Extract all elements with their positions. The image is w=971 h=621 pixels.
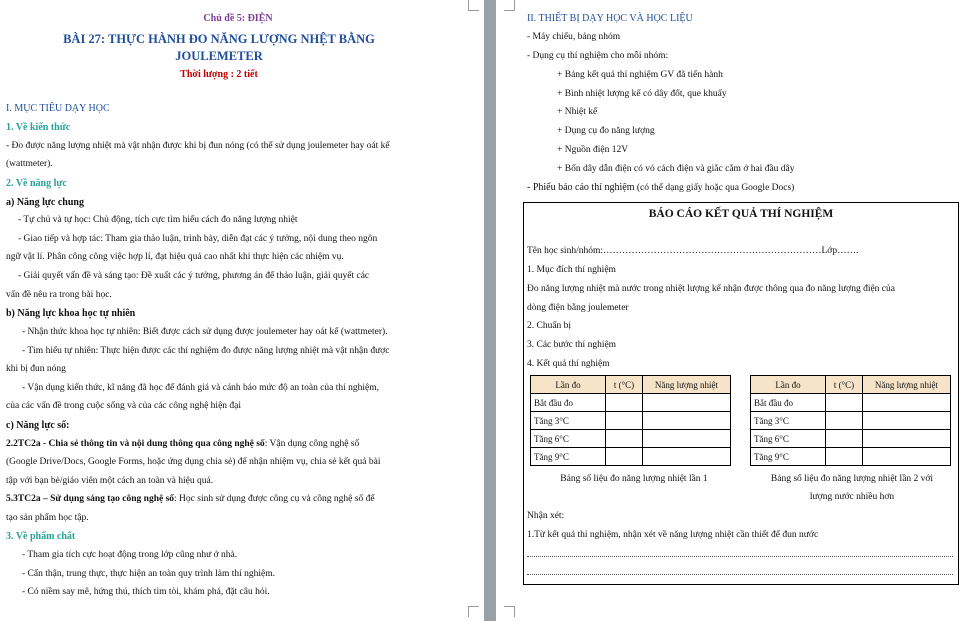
answer-line[interactable] bbox=[527, 556, 953, 557]
table-cell[interactable] bbox=[863, 412, 951, 430]
table-cell[interactable] bbox=[826, 412, 863, 430]
remarks-label: Nhận xét: bbox=[527, 511, 565, 521]
crop-mark bbox=[504, 0, 515, 11]
table-cell: Tăng 9°C bbox=[531, 448, 606, 466]
table-caption-2: Bảng số liệu đo năng lượng nhiệt lần 2 với bbox=[770, 474, 934, 484]
equipment-item: + Nhiệt kế bbox=[557, 107, 598, 117]
report-item: 1. Mục đích thí nghiệm bbox=[527, 265, 616, 275]
table-cell[interactable] bbox=[606, 448, 643, 466]
body-text: (wattmeter). bbox=[6, 159, 53, 169]
body-text: - Cẩn thận, trung thực, thực hiện an toàn quy trình làm thí nghiệm. bbox=[22, 569, 276, 579]
body-text: - Dụng cụ thí nghiệm cho mỗi nhóm: bbox=[527, 51, 669, 61]
table-cell[interactable] bbox=[643, 430, 731, 448]
body-text: tập với bạn bè/giáo viên một cách an toàn và hiệu quả. bbox=[6, 476, 214, 486]
body-text bbox=[6, 493, 375, 506]
equipment-item: + Dụng cụ đo năng lượng bbox=[557, 126, 655, 136]
table-header: Lần đo bbox=[531, 376, 606, 394]
body-text: ngữ vật lí. Phân công công việc hợp lí, đạt hiệu quả cao nhất khi thực hiện các nhiệm vụ. bbox=[6, 252, 344, 262]
table-cell[interactable] bbox=[643, 394, 731, 412]
table-cell[interactable] bbox=[643, 412, 731, 430]
table-cell: Tăng 6°C bbox=[531, 430, 606, 448]
answer-line[interactable] bbox=[527, 574, 953, 575]
body-text: khi bị đun nóng bbox=[6, 364, 66, 374]
table-header: t (°C) bbox=[606, 376, 643, 394]
subheading: a) Năng lực chung bbox=[6, 197, 84, 208]
subsection-heading: 2. Về năng lực bbox=[6, 178, 67, 189]
table-row bbox=[751, 448, 951, 466]
subsection-heading: 3. Về phẩm chất bbox=[6, 531, 76, 542]
table-cell[interactable] bbox=[863, 394, 951, 412]
report-item: 3. Các bước thí nghiệm bbox=[527, 340, 617, 350]
page-separator bbox=[484, 0, 496, 621]
table-cell[interactable] bbox=[606, 394, 643, 412]
table-header: Năng lượng nhiệt bbox=[863, 376, 951, 394]
equipment-item: + Bảng kết quả thí nghiệm GV đã tiến hành bbox=[557, 70, 723, 80]
body-text: - Máy chiếu, bảng nhóm bbox=[527, 32, 621, 42]
table-cell[interactable] bbox=[826, 394, 863, 412]
data-table-2 bbox=[750, 375, 951, 466]
table-row bbox=[751, 430, 951, 448]
section-heading: II. THIẾT BỊ DẠY HỌC VÀ HỌC LIỆU bbox=[527, 13, 693, 24]
equipment-item: + Nguồn điện 12V bbox=[557, 145, 629, 155]
table-cell[interactable] bbox=[643, 448, 731, 466]
table-header: t (°C) bbox=[826, 376, 863, 394]
body-text bbox=[6, 438, 359, 451]
table-cell: Tăng 9°C bbox=[751, 448, 826, 466]
competency-text: : Vận dụng công nghệ số bbox=[264, 439, 360, 449]
document-page-right bbox=[496, 0, 971, 621]
body-text: vấn đề nêu ra trong bài học. bbox=[6, 290, 112, 300]
table-cell[interactable] bbox=[863, 448, 951, 466]
table-row bbox=[531, 394, 731, 412]
body-text: của các vấn đề trong cuộc sống và của các công nghệ hiện đại bbox=[6, 401, 242, 411]
table-row bbox=[751, 412, 951, 430]
table-cell[interactable] bbox=[863, 430, 951, 448]
body-text: - Tìm hiểu tự nhiên: Thực hiện được các thí nghiệm đo được năng lượng nhiệt mà vật nhận được bbox=[22, 346, 390, 356]
document-page-left bbox=[0, 0, 484, 621]
duration-label: Thời lượng : 2 tiết bbox=[180, 69, 258, 80]
competency-text: : Học sinh sử dụng được công cụ và công nghệ số để bbox=[174, 494, 375, 504]
table-row bbox=[751, 394, 951, 412]
table-caption-2: lượng nước nhiều hơn bbox=[809, 492, 895, 502]
table-cell[interactable] bbox=[826, 448, 863, 466]
name-class-line: Tên học sinh/nhóm:……………………………………………………………Lớp……. bbox=[527, 246, 859, 256]
table-cell: Bắt đầu đo bbox=[751, 394, 826, 412]
worksheet-label: - Phiếu báo cáo thí nghiệm bbox=[527, 182, 635, 193]
subsection-heading: 1. Về kiến thức bbox=[6, 122, 71, 133]
subheading: c) Năng lực số: bbox=[6, 420, 70, 431]
body-text: - Giải quyết vấn đề và sáng tạo: Đề xuất các ý tưởng, phương án để thảo luận, giải quyết các bbox=[18, 271, 370, 281]
lesson-title-line2: JOULEMETER bbox=[175, 49, 263, 63]
table-row bbox=[531, 448, 731, 466]
table-cell: Tăng 3°C bbox=[531, 412, 606, 430]
crop-mark bbox=[468, 0, 479, 11]
table-header: Năng lượng nhiệt bbox=[643, 376, 731, 394]
section-heading: I. MỤC TIÊU DẠY HỌC bbox=[6, 103, 110, 114]
body-text: - Nhận thức khoa học tự nhiên: Biết được cách sử dụng được joulemeter hay oát kế (wattmeter). bbox=[22, 327, 388, 337]
table-cell: Tăng 6°C bbox=[751, 430, 826, 448]
competency-code: 5.3TC2a – Sử dụng sáng tạo công nghệ số bbox=[6, 494, 175, 504]
table-row bbox=[531, 430, 731, 448]
crop-mark bbox=[504, 606, 515, 617]
report-text: Đo năng lượng nhiệt mà nước trong nhiệt lượng kế nhận được thông qua đo năng lượng điện của bbox=[527, 284, 895, 294]
body-text bbox=[527, 181, 794, 195]
body-text: - Tự chủ và tự học: Chủ động, tích cực tìm hiểu cách đo năng lượng nhiệt bbox=[18, 215, 298, 225]
crop-mark bbox=[468, 606, 479, 617]
body-text: (Google Drive/Docs, Google Forms, hoặc ứng dụng chia sẻ) để nhận nhiệm vụ, chia sẻ kết quả bài bbox=[6, 457, 381, 467]
report-item: 2. Chuẩn bị bbox=[527, 321, 572, 331]
body-text: tạo sản phẩm học tập. bbox=[6, 513, 89, 523]
body-text: - Vận dụng kiến thức, kĩ năng đã học để đánh giá và cảnh báo mức độ an toàn của thí nghiệm, bbox=[22, 383, 380, 393]
table-caption-1: Bảng số liệu đo năng lượng nhiệt lần 1 bbox=[560, 474, 708, 484]
lesson-title-line1: BÀI 27: THỰC HÀNH ĐO NĂNG LƯỢNG NHỆT BẰNG bbox=[63, 32, 375, 46]
body-text: - Có niềm say mê, hứng thú, thích tìm tòi, khám phá, đặt câu hỏi. bbox=[22, 587, 270, 597]
body-text: - Tham gia tích cực hoạt động trong lớp cũng như ở nhà. bbox=[22, 550, 238, 560]
equipment-item: + Bốn dây dẫn điện có vỏ cách điện và giắc cắm ở hai đầu dây bbox=[557, 164, 795, 174]
table-cell: Tăng 3°C bbox=[751, 412, 826, 430]
topic-label: Chủ đề 5: ĐIỆN bbox=[203, 13, 273, 24]
body-text: - Đo được năng lượng nhiệt mà vật nhận được khi bị đun nóng (có thể sử dụng joulemeter hay oát kế bbox=[6, 141, 390, 151]
competency-code: 2.2TC2a - Chia sẻ thông tin và nội dung thông qua công nghệ số bbox=[6, 439, 265, 449]
table-cell[interactable] bbox=[826, 430, 863, 448]
table-header: Lần đo bbox=[751, 376, 826, 394]
table-cell[interactable] bbox=[606, 412, 643, 430]
worksheet-note: (có thể dạng giấy hoặc qua Google Docs) bbox=[634, 183, 795, 193]
report-title: BÁO CÁO KẾT QUẢ THÍ NGHIỆM bbox=[648, 208, 834, 220]
table-row bbox=[531, 412, 731, 430]
data-table-1 bbox=[530, 375, 731, 466]
subheading: b) Năng lực khoa học tự nhiên bbox=[6, 308, 136, 319]
report-text: dòng điện bằng joulemeter bbox=[527, 303, 629, 313]
report-box bbox=[523, 202, 959, 585]
report-item: 4. Kết quả thí nghiệm bbox=[527, 359, 610, 369]
table-cell: Bắt đầu đo bbox=[531, 394, 606, 412]
table-cell[interactable] bbox=[606, 430, 643, 448]
equipment-item: + Bình nhiệt lượng kế có dây đốt, que khuấy bbox=[557, 89, 727, 99]
remarks-question: 1.Từ kết quả thí nghiệm, nhận xét về năng lượng nhiệt cần thiết để đun nước bbox=[527, 530, 819, 540]
body-text: - Giao tiếp và hợp tác: Tham gia thảo luận, trình bày, diễn đạt các ý tưởng, nội dung theo ngôn bbox=[18, 234, 378, 244]
